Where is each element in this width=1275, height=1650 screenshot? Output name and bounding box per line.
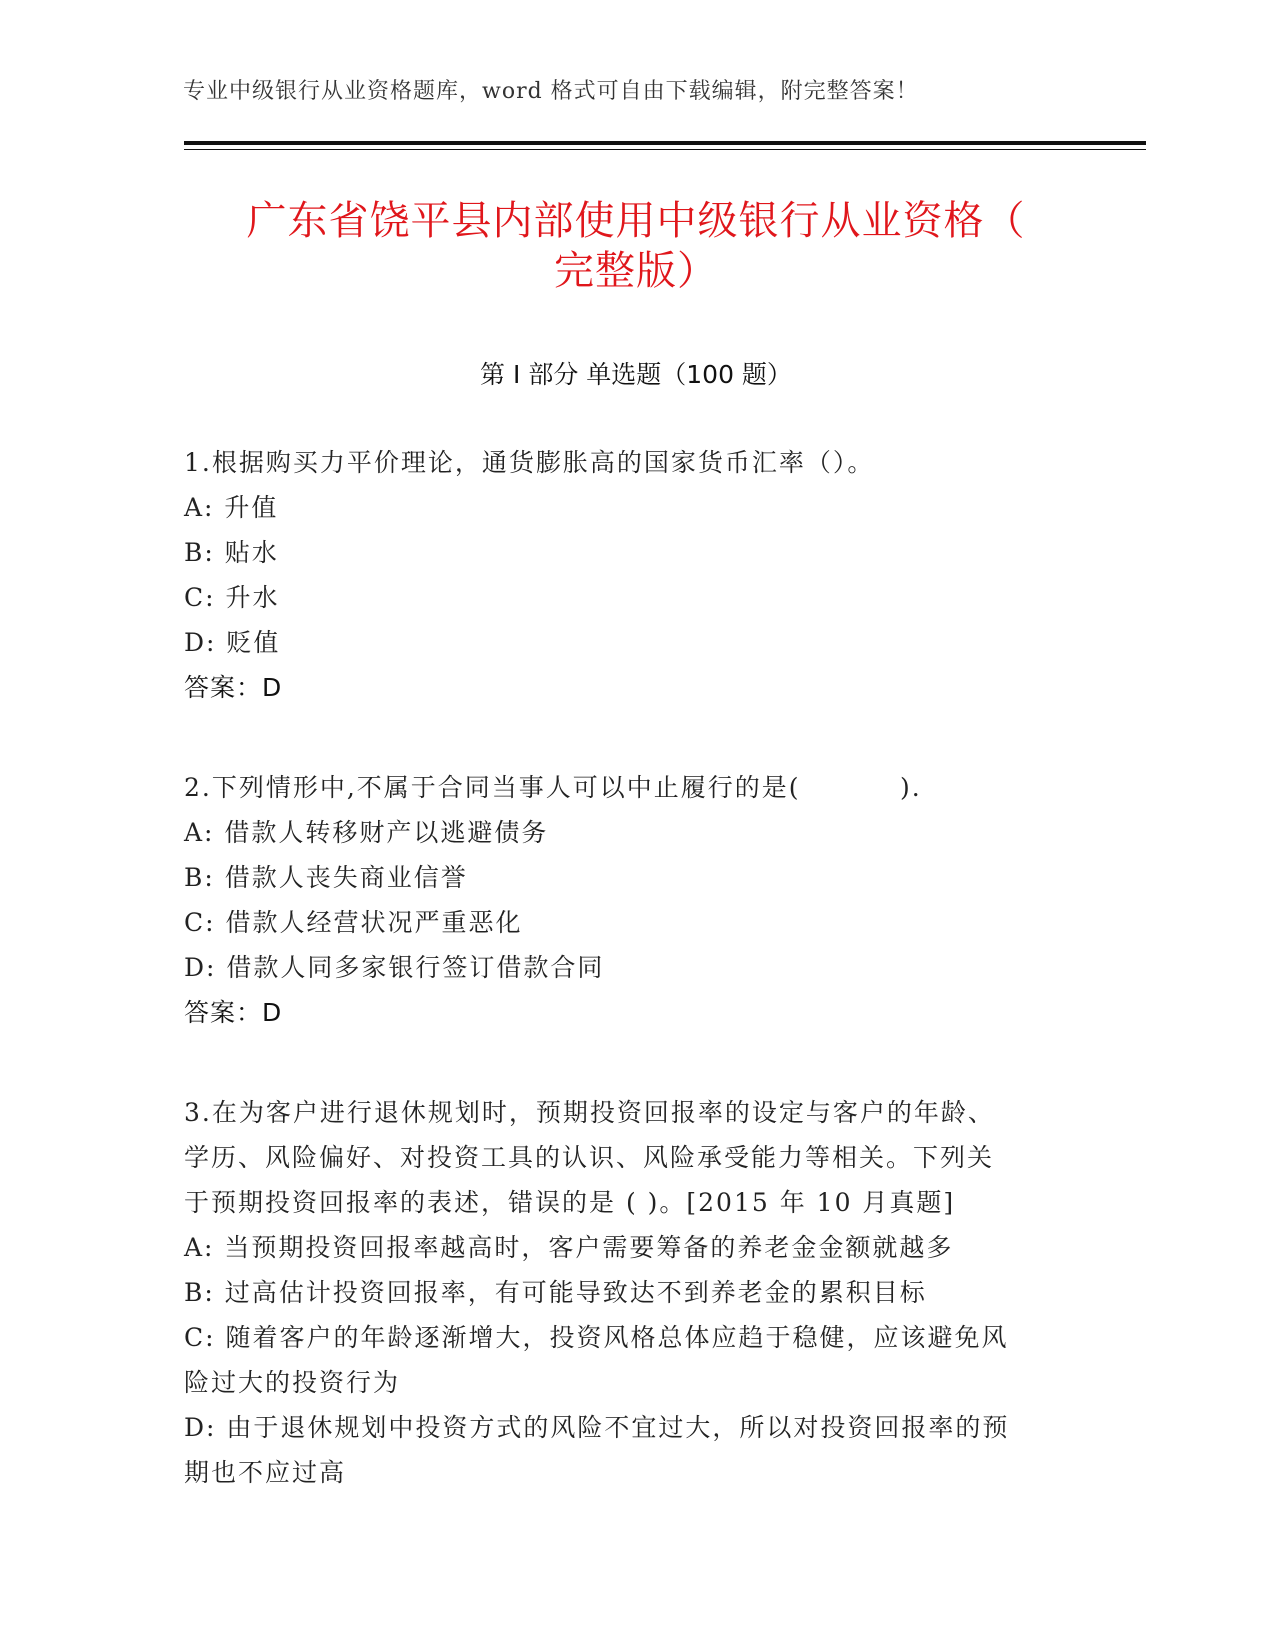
option-d: D: 贬值 [184,628,281,657]
option-c: C: 升水 [184,583,280,612]
question-3 [184,1090,1084,1495]
section-heading: 第 I 部分 单选题（100 题） [480,360,792,389]
question-1 [184,440,1084,710]
header-note: 专业中级银行从业资格题库，word 格式可自由下载编辑，附完整答案！ [183,79,919,104]
option-c-continued: 险过大的投资行为 [184,1368,401,1397]
option-c: C: 借款人经营状况严重恶化 [184,908,523,937]
title-line-2: 完整版） [554,248,718,294]
question-stem-line: 3.在为客户进行退休规划时，预期投资回报率的设定与客户的年龄、 [184,1098,995,1127]
option-a: A: 借款人转移财产以逃避债务 [184,818,549,847]
option-a: A: 当预期投资回报率越高时，客户需要筹备的养老金金额就越多 [184,1233,954,1262]
question-stem: 2.下列情形中,不属于合同当事人可以中止履行的是( ). [184,773,922,802]
option-d: D: 借款人同多家银行签订借款合同 [184,953,605,982]
question-stem: 1.根据购买力平价理论，通货膨胀高的国家货币汇率（）。 [184,448,875,477]
option-b: B: 借款人丧失商业信誉 [184,863,468,892]
question-list [184,440,1084,1550]
header-divider-thick [184,141,1146,145]
document-title [184,196,1088,296]
option-c: C: 随着客户的年龄逐渐增大，投资风格总体应趋于稳健，应该避免风 [184,1323,1009,1352]
option-b: B: 贴水 [184,538,279,567]
answer: 答案：D [184,673,283,702]
option-d: D: 由于退休规划中投资方式的风险不宜过大，所以对投资回报率的预 [184,1413,1010,1442]
answer: 答案：D [184,998,283,1027]
title-line-1: 广东省饶平县内部使用中级银行从业资格（ [246,198,1026,244]
option-a: A: 升值 [184,493,279,522]
option-b: B: 过高估计投资回报率，有可能导致达不到养老金的累积目标 [184,1278,927,1307]
option-d-continued: 期也不应过高 [184,1458,347,1487]
header-divider-thin [184,149,1146,150]
question-stem-line: 学历、风险偏好、对投资工具的认识、风险承受能力等相关。下列关 [184,1143,995,1172]
question-stem-line: 于预期投资回报率的表述，错误的是 ( )。[2015 年 10 月真题] [184,1188,956,1217]
question-2 [184,765,1084,1035]
